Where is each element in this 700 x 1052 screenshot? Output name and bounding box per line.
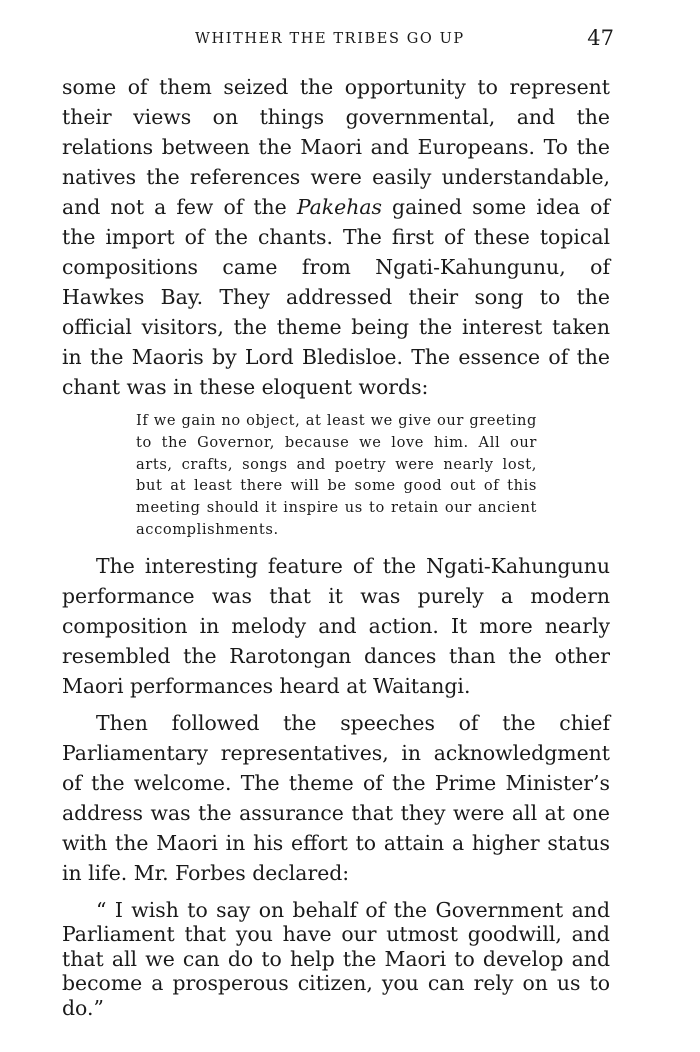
body-text (62, 72, 610, 1020)
paragraph-1-text-end: gained some idea of the import of the chants. The first of these topical compositions came from Ngati-Kahungunu, of Hawkes Bay. They addressed their song to the official visitors, the theme being the interest taken in the Maoris by Lord Bledisloe. The essence of the chant was in these eloquent words: (62, 195, 610, 399)
paragraph-continued (62, 72, 610, 402)
running-title: WHITHER THE TRIBES GO UP (195, 31, 465, 47)
italic-term-pakehas: Pakehas (296, 195, 382, 219)
chant-extract (136, 410, 537, 541)
page-number: 47 (587, 26, 614, 50)
paragraph-ngati-kahungunu: The interesting feature of the Ngati-Kahungunu performance was that it was purely a modern composition in melody and action. It more nearly resembled the Rarotongan dances than the other Maori performances heard at Waitangi. (62, 553, 610, 698)
paragraph-speeches: Then followed the speeches of the chief Parliamentary representatives, in acknowledgment of the welcome. The theme of the Prime Minister’s address was the assurance that they were all at one with the Maori in his effort to attain a higher status in life. Mr. Forbes declared: (62, 710, 610, 885)
chant-extract-text: If we gain no object, at least we give our greeting to the Governor, because we love him. All our arts, crafts, songs and poetry were nearly lost, but at least there will be some good out of this meeting should it inspire us to retain our ancient accomplishments. (136, 412, 537, 538)
forbes-quote (62, 898, 610, 1021)
forbes-quote-text: “ I wish to say on behalf of the Government and Parliament that you have our utmost goodwill, and that all we can do to help the Maori to develop and become a prosperous citizen, you can rely on us to do.” (62, 897, 610, 1020)
paragraph-1-text-start: some of them seized the opportunity to represent their views on things governmental, and the relations between the Maori and Europeans. To the natives the references were easily understandable, and not a few of the (62, 75, 610, 219)
running-head (62, 27, 614, 51)
